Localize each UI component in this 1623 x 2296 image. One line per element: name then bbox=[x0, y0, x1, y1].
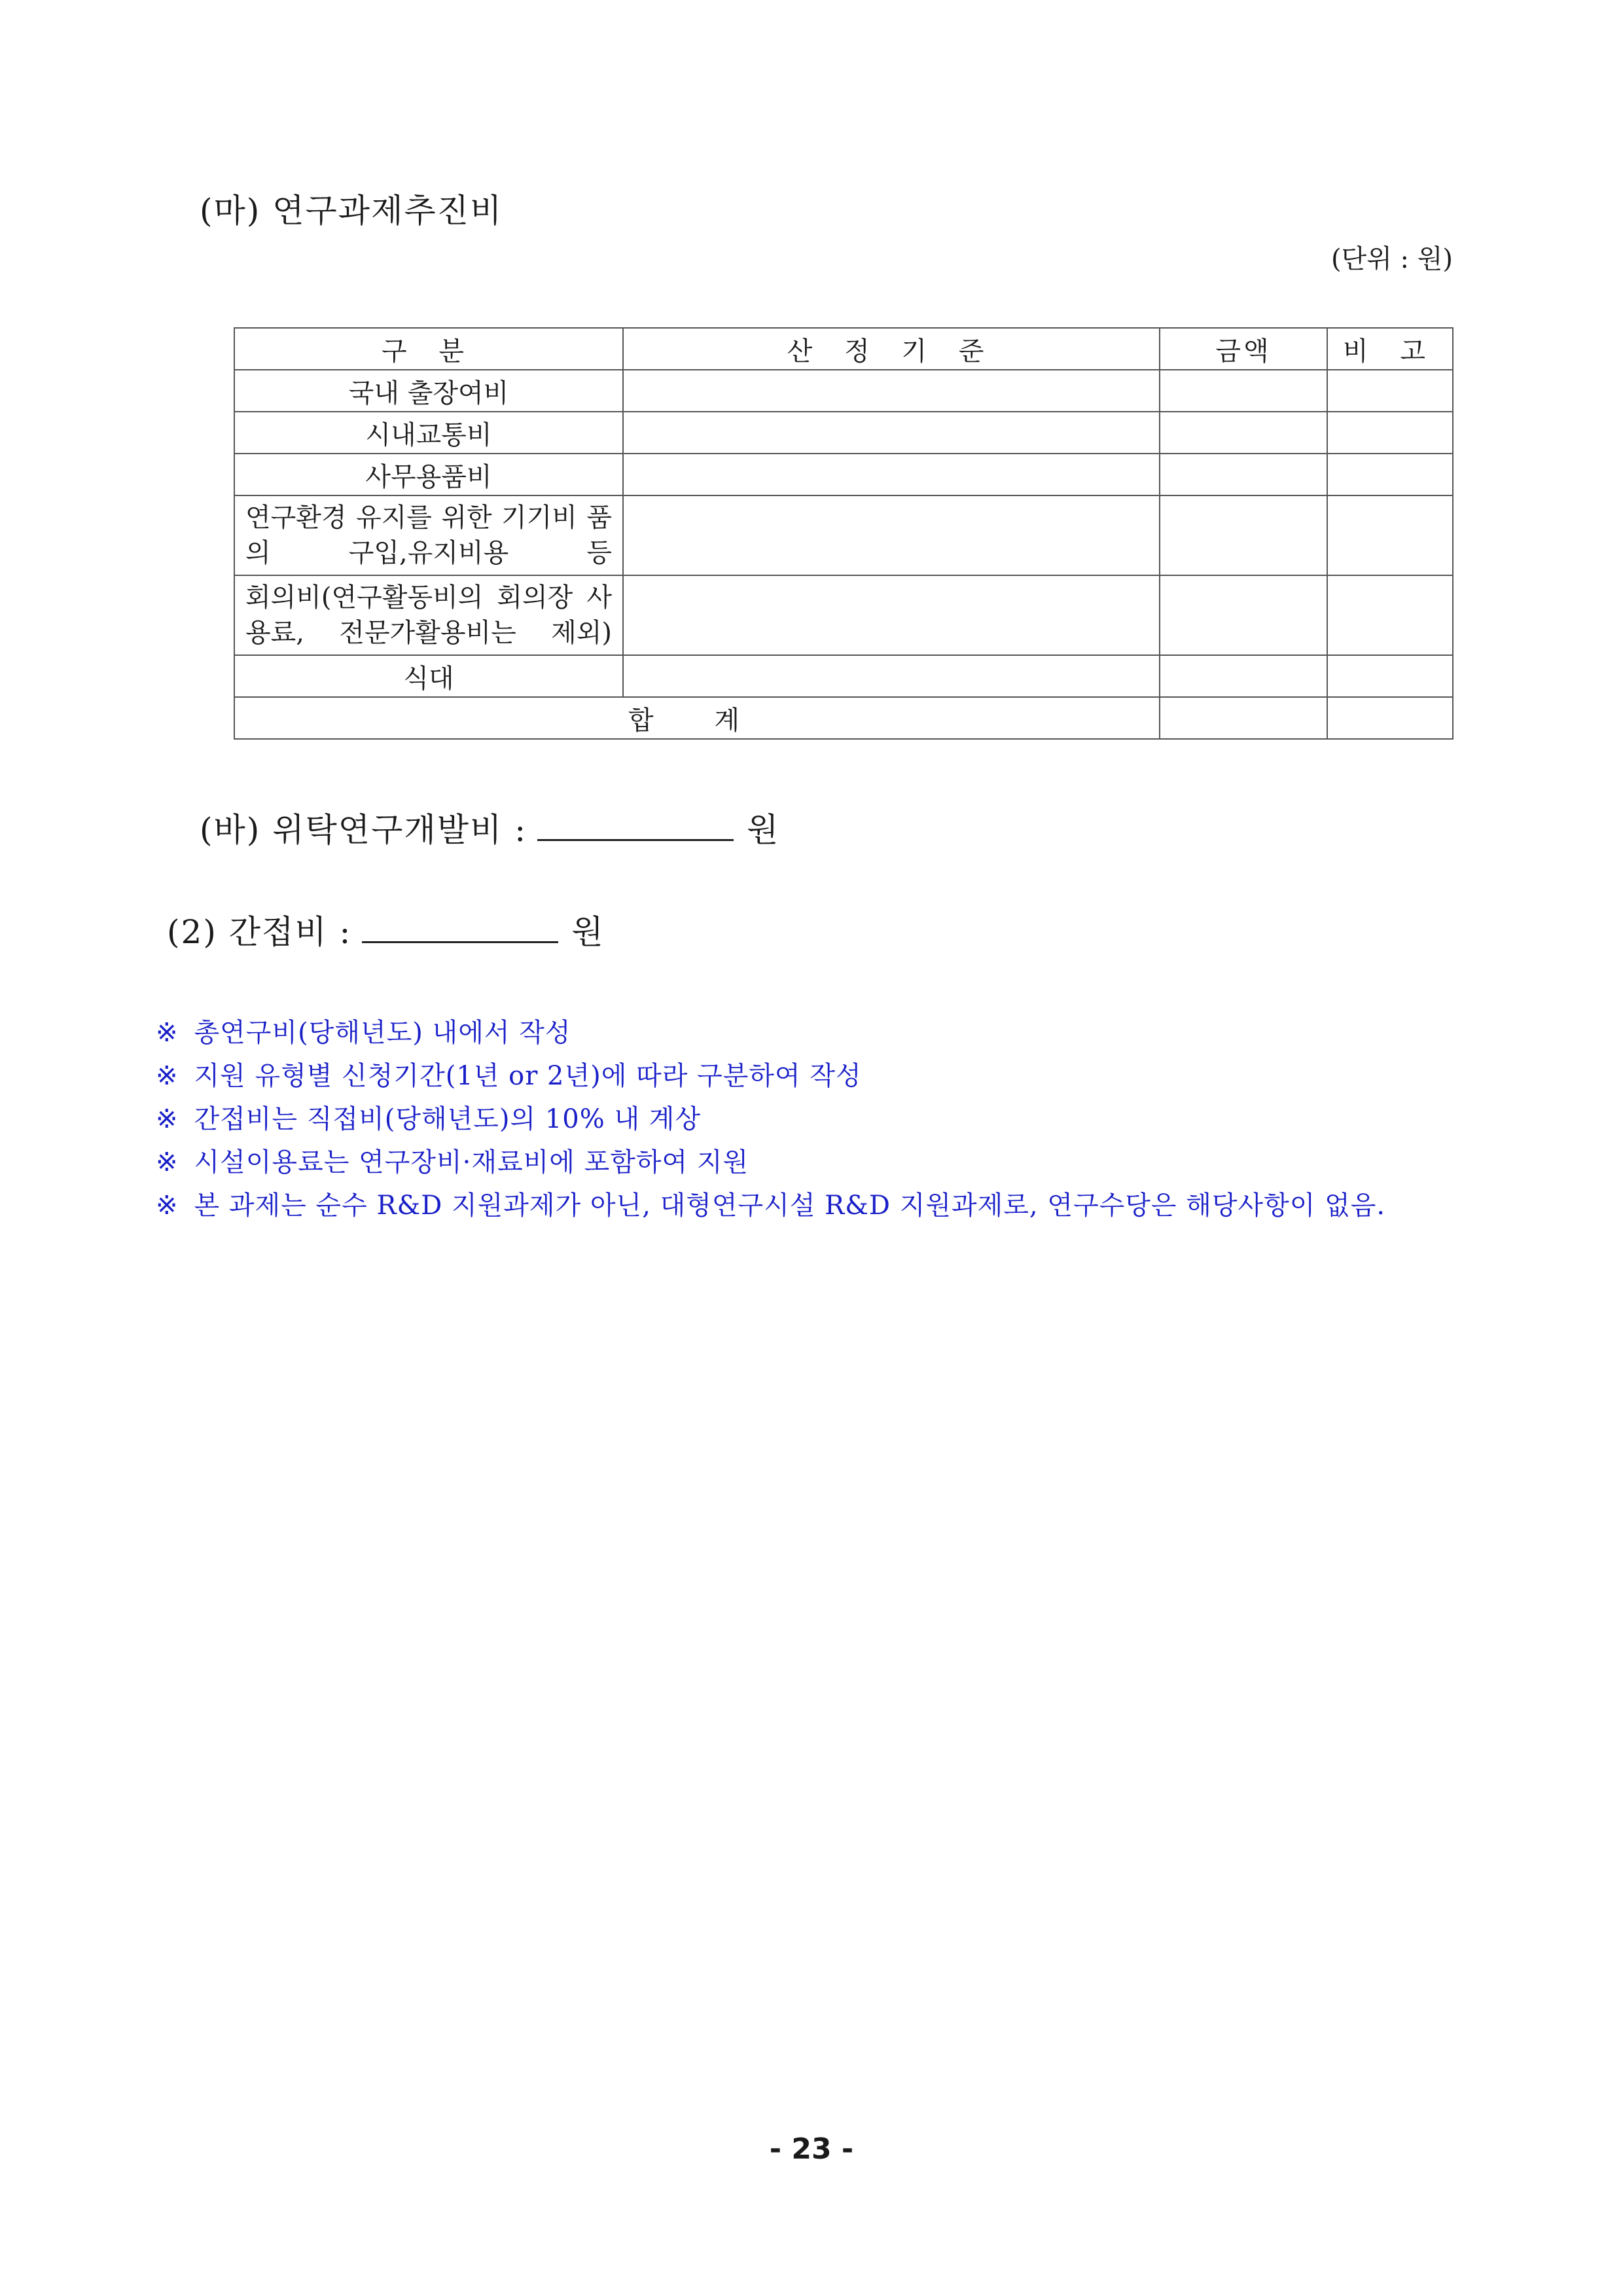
row-category: 회의비(연구활동비의 회의장 사용료, 전문가활용비는 제외) bbox=[234, 575, 623, 655]
row-category: 시내교통비 bbox=[234, 412, 623, 454]
remarks-cell[interactable] bbox=[1327, 412, 1453, 454]
row-category: 연구환경 유지를 위한 기기비 품의 구입,유지비용 등 bbox=[234, 495, 623, 575]
note-item bbox=[156, 1185, 1385, 1222]
table-row bbox=[234, 495, 1453, 575]
reference-mark-icon: ※ bbox=[156, 1147, 179, 1177]
reference-mark-icon: ※ bbox=[156, 1018, 179, 1048]
section-ba bbox=[200, 804, 779, 851]
page-number: - 23 - bbox=[769, 2132, 854, 2166]
reference-mark-icon: ※ bbox=[156, 1061, 179, 1091]
remarks-cell[interactable] bbox=[1327, 454, 1453, 495]
note-text: 시설이용료는 연구장비·재료비에 포함하여 지원 bbox=[194, 1147, 749, 1177]
table-row bbox=[234, 575, 1453, 655]
section-2 bbox=[167, 906, 605, 953]
header-remarks: 비 고 bbox=[1327, 328, 1453, 370]
criteria-cell[interactable] bbox=[623, 454, 1160, 495]
section-2-unit: 원 bbox=[571, 913, 605, 951]
remarks-cell[interactable] bbox=[1327, 370, 1453, 412]
header-criteria: 산 정 기 준 bbox=[623, 328, 1160, 370]
amount-cell[interactable] bbox=[1160, 495, 1327, 575]
table-total-row bbox=[234, 697, 1453, 739]
table-header-row bbox=[234, 328, 1453, 370]
amount-cell[interactable] bbox=[1160, 655, 1327, 697]
header-category: 구 분 bbox=[234, 328, 623, 370]
amount-cell[interactable] bbox=[1160, 412, 1327, 454]
criteria-cell[interactable] bbox=[623, 655, 1160, 697]
remarks-cell[interactable] bbox=[1327, 655, 1453, 697]
total-remarks-cell[interactable] bbox=[1327, 697, 1453, 739]
note-item bbox=[156, 1141, 749, 1179]
section-2-label: (2) 간접비 : bbox=[167, 913, 352, 951]
budget-table bbox=[234, 327, 1454, 740]
criteria-cell[interactable] bbox=[623, 412, 1160, 454]
amount-cell[interactable] bbox=[1160, 575, 1327, 655]
note-text: 총연구비(당해년도) 내에서 작성 bbox=[194, 1018, 571, 1048]
row-category: 식대 bbox=[234, 655, 623, 697]
remarks-cell[interactable] bbox=[1327, 575, 1453, 655]
table-row bbox=[234, 655, 1453, 697]
remarks-cell[interactable] bbox=[1327, 495, 1453, 575]
criteria-cell[interactable] bbox=[623, 495, 1160, 575]
total-amount-cell[interactable] bbox=[1160, 697, 1327, 739]
unit-label: (단위 : 원) bbox=[1330, 244, 1453, 274]
note-text: 본 과제는 순수 R&D 지원과제가 아닌, 대형연구시설 R&D 지원과제로, 연구수당은 해당사항이 없음. bbox=[194, 1191, 1386, 1221]
note-item bbox=[156, 1055, 862, 1092]
indirect-cost-field[interactable] bbox=[362, 912, 558, 943]
entrusted-rnd-cost-field[interactable] bbox=[537, 810, 734, 841]
header-amount: 금액 bbox=[1160, 328, 1327, 370]
note-item bbox=[156, 1098, 701, 1136]
reference-mark-icon: ※ bbox=[156, 1104, 179, 1134]
note-text: 지원 유형별 신청기간(1년 or 2년)에 따라 구분하여 작성 bbox=[194, 1061, 862, 1091]
criteria-cell[interactable] bbox=[623, 370, 1160, 412]
row-category: 사무용품비 bbox=[234, 454, 623, 495]
amount-cell[interactable] bbox=[1160, 454, 1327, 495]
section-ba-unit: 원 bbox=[747, 811, 780, 849]
note-item bbox=[156, 1012, 571, 1049]
note-text: 간접비는 직접비(당해년도)의 10% 내 계상 bbox=[194, 1104, 702, 1134]
section-ba-label: (바) 위탁연구개발비 : bbox=[200, 811, 527, 849]
table-row bbox=[234, 370, 1453, 412]
section-ma-title: (마) 연구과제추진비 bbox=[200, 192, 503, 230]
table-row bbox=[234, 454, 1453, 495]
row-category: 국내 출장여비 bbox=[234, 370, 623, 412]
amount-cell[interactable] bbox=[1160, 370, 1327, 412]
table-row bbox=[234, 412, 1453, 454]
criteria-cell[interactable] bbox=[623, 575, 1160, 655]
reference-mark-icon: ※ bbox=[156, 1191, 179, 1221]
total-label: 합 계 bbox=[234, 697, 1160, 739]
